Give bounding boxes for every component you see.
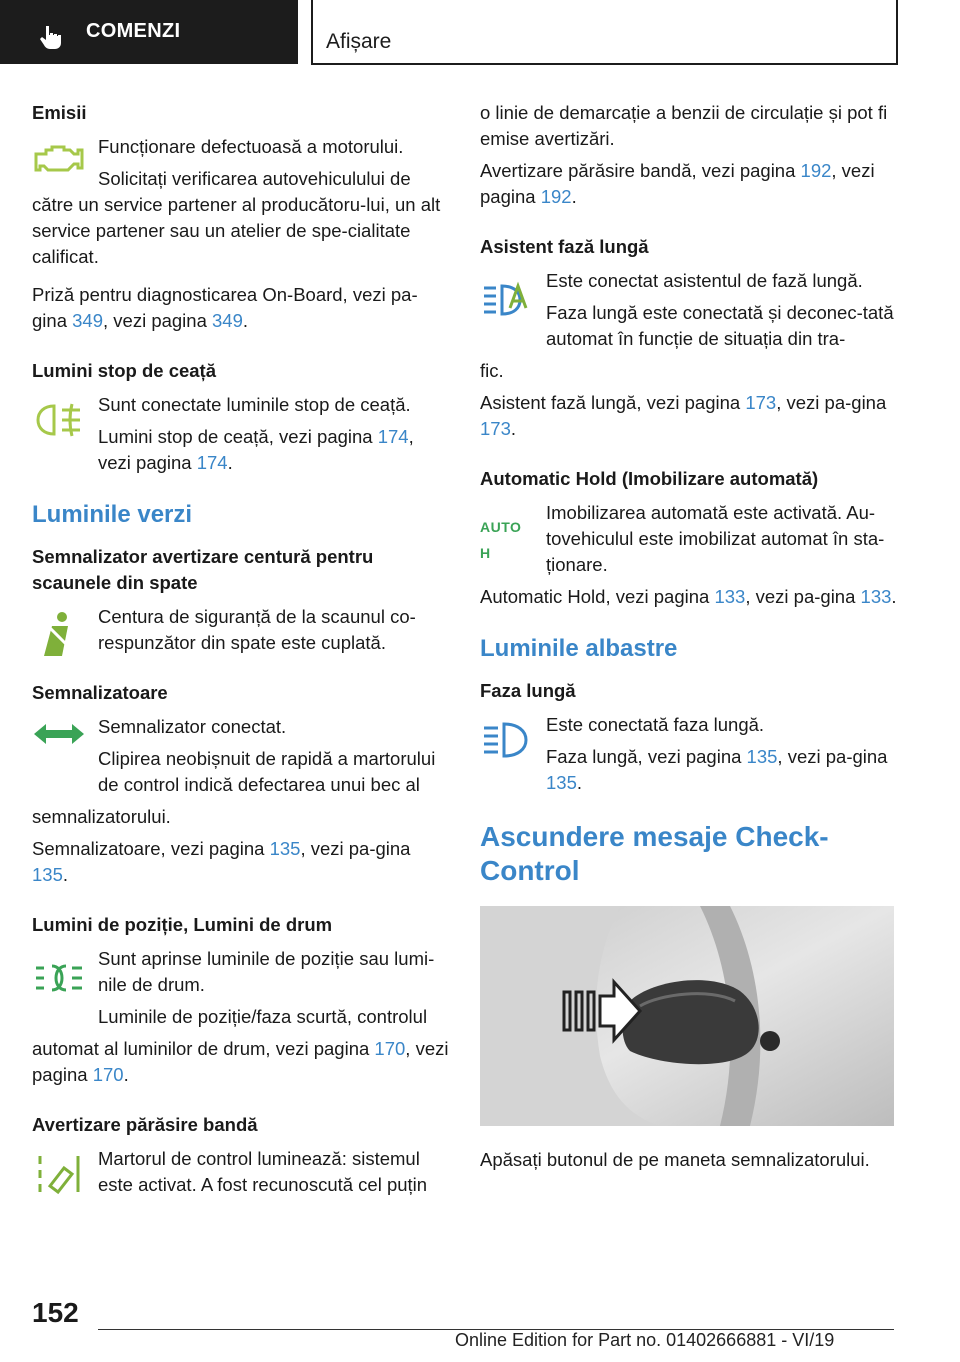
turn-title: Semnalizatoare	[32, 682, 168, 703]
check-control-heading: Ascundere mesaje Check-Control	[480, 821, 829, 886]
page-link[interactable]: 170	[374, 1038, 406, 1059]
text: .	[576, 772, 583, 793]
auto-hold-icon: AUTO H	[480, 519, 522, 561]
lane-block	[32, 1146, 450, 1198]
fog-p1: Sunt conectate luminile stop de ceață.	[98, 394, 411, 415]
hba-title: Asistent fază lungă	[480, 236, 649, 257]
page-link[interactable]: 173	[745, 392, 777, 413]
hba-p2-start: Faza lungă este conectată și deconec-tată automat în funcție de situația din tra-	[546, 302, 894, 349]
page-link[interactable]: 170	[92, 1064, 124, 1085]
text: .	[123, 1064, 129, 1085]
high-beam-icon	[480, 716, 534, 764]
left-column	[32, 100, 450, 1204]
page-link[interactable]: 135	[32, 864, 63, 885]
page-link[interactable]: 192	[800, 160, 832, 181]
turn-signal-stalk-photo	[480, 906, 894, 1126]
pos-p1: Sunt aprinse luminile de poziție sau lumi-nile de drum.	[98, 948, 435, 995]
page-link[interactable]: 135	[546, 772, 577, 793]
page-link[interactable]: 174	[196, 452, 228, 473]
text: Avertizare părăsire bandă, vezi pagina	[480, 160, 801, 181]
emisii-p3	[32, 282, 450, 334]
hba-p2-end: fic.	[480, 360, 504, 381]
emisii-block	[32, 134, 450, 160]
rear-fog-light-icon	[32, 396, 86, 444]
fog-title: Lumini stop de ceață	[32, 360, 217, 381]
footer-edition: Online Edition for Part no. 01402666881 - VI/19	[455, 1330, 835, 1350]
text: Asistent fază lungă, vezi pagina	[480, 392, 746, 413]
belt-p1: Centura de siguranță de la scaunul co-respunzător din spate este cuplată.	[98, 606, 416, 653]
high-title: Faza lungă	[480, 680, 576, 701]
text: , vezi pa-gina	[777, 746, 888, 767]
pos-p2: automat al luminilor de drum, vezi pagina 170, vezi pagina 170.	[32, 1038, 449, 1085]
turn-block	[32, 714, 450, 798]
text: Semnalizatoare, vezi pagina	[32, 838, 270, 859]
hba-block	[480, 268, 900, 352]
section-frame	[311, 0, 898, 65]
page-link[interactable]: 133	[714, 586, 746, 607]
page-link[interactable]: 349	[212, 310, 243, 331]
fog-block	[32, 392, 450, 476]
page-link[interactable]: 173	[480, 418, 511, 439]
text: Automatic Hold, vezi pagina	[480, 586, 715, 607]
emisii-p2: Solicitați verificarea autovehiculului de către un service partener al producătoru-lui, un alt service partener sau un atelier de spe-cialitate calificat.	[32, 168, 441, 267]
pos-title: Lumini de poziție, Lumini de drum	[32, 914, 333, 935]
text: .	[242, 310, 249, 331]
position-light-icon	[32, 954, 86, 1002]
high-block	[480, 712, 900, 796]
pos-block	[32, 946, 450, 1030]
turn-p2-end: semnalizatorului.	[32, 806, 171, 827]
engine-icon	[32, 136, 86, 184]
turn-p2-start: Clipirea neobișnuit de rapidă a martorului de control indică defectarea unui bec al	[98, 748, 436, 795]
hold-title: Automatic Hold (Imobilizare automată)	[480, 468, 819, 489]
hold-p1: Imobilizarea automată este activată. Au-tovehiculul este imobilizat automat în sta-ționare.	[546, 502, 885, 575]
text: , vezi pagina	[32, 1038, 449, 1085]
page-link[interactable]: 135	[746, 746, 778, 767]
photo-caption: Apăsați butonul de pe maneta semnalizatorului.	[480, 1149, 870, 1170]
text: .	[510, 418, 517, 439]
turn-p1: Semnalizator conectat.	[98, 716, 287, 737]
chapter-title: COMENZI	[86, 20, 181, 42]
hold-p2	[480, 584, 900, 610]
hba-p3	[480, 390, 900, 442]
hold-block	[480, 500, 900, 578]
right-column	[480, 100, 900, 1179]
page-number: 152	[32, 1297, 79, 1328]
lane-p1: Martorul de control luminează: sistemul este activat. A fost recunoscută cel puțin	[98, 1148, 428, 1195]
text: .	[62, 864, 69, 885]
emisii-p1: Funcționare defectuoasă a motorului.	[98, 136, 404, 157]
lane-title: Avertizare părăsire bandă	[32, 1114, 258, 1135]
high-p1: Este conectată faza lungă.	[546, 714, 765, 735]
page-link[interactable]: 349	[72, 310, 103, 331]
page-link[interactable]: 192	[540, 186, 572, 207]
emisii-title: Emisii	[32, 102, 87, 123]
text: , vezi pagina	[98, 426, 414, 473]
text: .	[227, 452, 233, 473]
fog-p2	[98, 424, 450, 476]
belt-block	[32, 604, 450, 656]
text: , vezi pa-gina	[776, 392, 887, 413]
blue-lights-heading: Luminile albastre	[480, 635, 678, 662]
high-p2	[546, 744, 900, 796]
page-link[interactable]: 174	[377, 426, 409, 447]
lane-departure-icon	[32, 1150, 86, 1198]
turn-signal-icon	[32, 714, 86, 762]
text: .	[891, 586, 897, 607]
turn-p3	[32, 836, 450, 888]
green-lights-heading: Luminile verzi	[32, 501, 193, 528]
belt-title: Semnalizator avertizare centură pentru scaunele din spate	[32, 546, 374, 593]
text: , vezi pagina	[480, 160, 875, 207]
section-title: Afișare	[326, 30, 392, 53]
lane-cont: o linie de demarcație a benzii de circulație și pot fi emise avertizări.	[480, 102, 888, 149]
seatbelt-icon	[32, 610, 86, 658]
text: , vezi pa-gina	[745, 586, 861, 607]
text: Faza lungă, vezi pagina	[546, 746, 747, 767]
page-header	[0, 0, 960, 68]
lane-p2	[480, 158, 900, 210]
page-link[interactable]: 135	[269, 838, 301, 859]
text: .	[571, 186, 577, 207]
text: Priză pentru diagnosticarea On-Board, vezi pa-gina	[32, 284, 418, 331]
text: , vezi pagina	[103, 310, 213, 331]
hand-pointer-icon	[38, 24, 64, 50]
text: , vezi pa-gina	[300, 838, 411, 859]
hba-p1: Este conectat asistentul de fază lungă.	[546, 270, 863, 291]
page-link[interactable]: 133	[860, 586, 892, 607]
high-beam-assist-icon	[480, 276, 534, 324]
pos-p2-start: Luminile de poziție/faza scurtă, controlul	[98, 1006, 428, 1027]
text: Lumini stop de ceață, vezi pagina	[98, 426, 378, 447]
